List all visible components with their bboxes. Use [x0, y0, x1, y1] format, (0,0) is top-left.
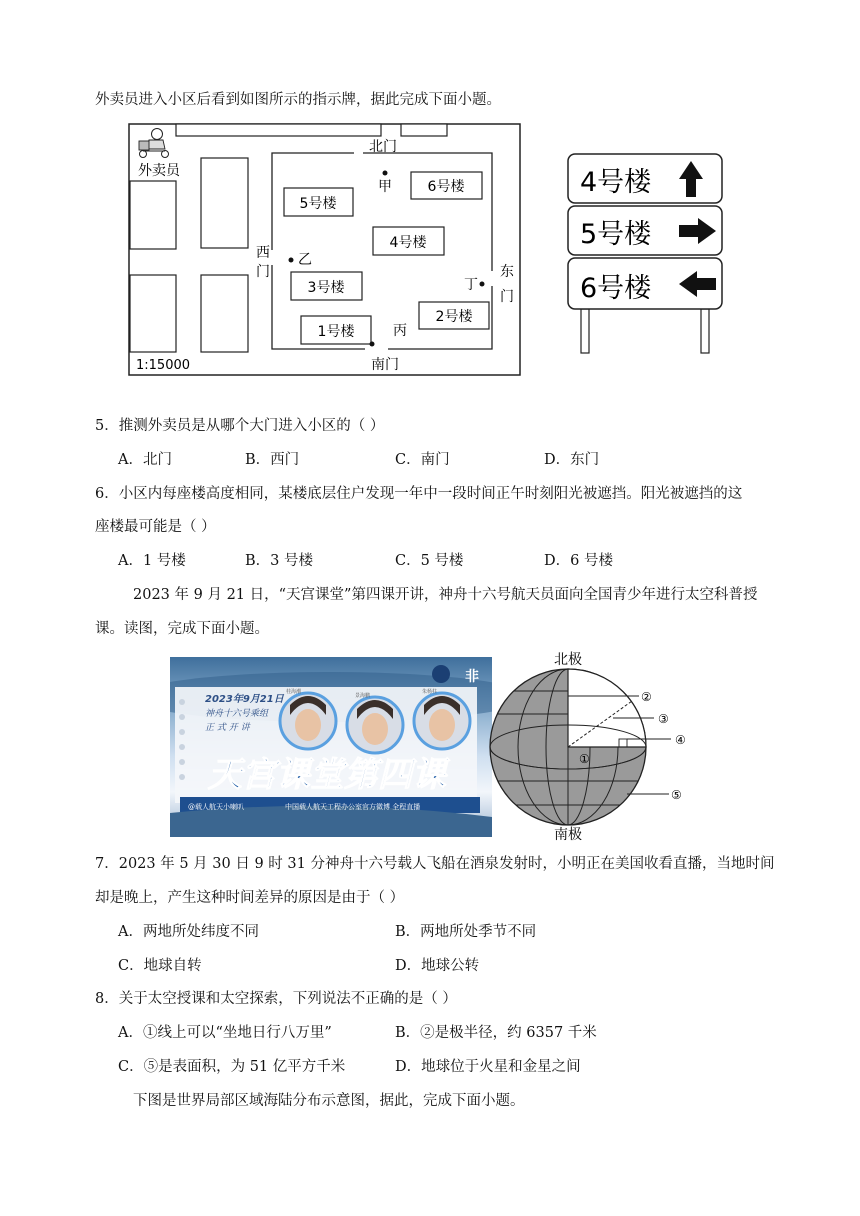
svg-text:非: 非 [465, 669, 479, 685]
east-gate-label-2: 门 [500, 289, 514, 305]
q7-stem-line1: 7．2023 年 5 月 30 日 9 时 31 分神舟十六号载人飞船在酒泉发射时，小明正在美国收看直播，当地时间 [95, 856, 775, 872]
tiangong-classroom-banner [170, 657, 492, 837]
astronaut-name-3: 朱杨柱 [422, 689, 438, 695]
intro2-line2: 课。读图，完成下面小题。 [95, 621, 269, 637]
q5-stem: 5．推测外卖员是从哪个大门进入小区的（ ） [95, 418, 385, 434]
banner-title: 天宫课堂第四课 [208, 755, 446, 795]
scale-label: 1:15000 [136, 358, 191, 373]
building-1-label: 1号楼 [317, 324, 355, 340]
q7-stem-line2: 却是晚上，产生这种时间差异的原因是由于（ ） [95, 890, 405, 906]
q7-option-d[interactable]: D．地球公转 [395, 958, 480, 974]
building-4-label: 4号楼 [389, 235, 427, 251]
q5-option-c[interactable]: C．南门 [395, 452, 450, 468]
q6-option-b[interactable]: B．3 号楼 [245, 553, 313, 569]
building-6-label: 6号楼 [427, 179, 465, 195]
q7-option-a[interactable]: A．两地所处纬度不同 [118, 924, 259, 940]
south-pole-label: 南极 [554, 827, 582, 841]
sign-label-4: 4号楼 [580, 167, 652, 198]
building-2-label: 2号楼 [435, 309, 473, 325]
point-jia-label: 甲 [378, 179, 392, 195]
q8-stem: 8．关于太空授课和太空探索，下列说法不正确的是（ ） [95, 991, 457, 1007]
globe-label-1: ① [579, 752, 590, 766]
west-gate-label-1: 西 [256, 245, 270, 261]
sign-label-5: 5号楼 [580, 219, 652, 250]
community-map [128, 123, 522, 377]
banner-footer-left: @载人航天小喇叭 [188, 803, 244, 811]
point-ding-label: 丁 [464, 277, 478, 293]
q8-option-b[interactable]: B．②是极半径，约 6357 千米 [395, 1025, 597, 1041]
globe-label-3: ③ [658, 712, 669, 726]
east-gate-label-1: 东 [500, 264, 514, 280]
south-gate-label: 南门 [371, 357, 399, 373]
q5-option-d[interactable]: D．东门 [544, 452, 600, 468]
q6-option-c[interactable]: C．5 号楼 [395, 553, 464, 569]
astronaut-name-2: 景海鹏 [355, 693, 371, 699]
q8-option-d[interactable]: D．地球位于火星和金星之间 [395, 1059, 581, 1075]
point-yi-label: 乙 [298, 252, 312, 268]
building-3-label: 3号楼 [307, 280, 345, 296]
banner-start: 正 式 开 讲 [205, 723, 250, 733]
courier-label: 外卖员 [138, 163, 180, 179]
intro-text: 外卖员进入小区后看到如图所示的指示牌，据此完成下面小题。 [95, 92, 501, 108]
point-jia [383, 171, 388, 176]
north-pole-label: 北极 [554, 652, 582, 668]
point-yi [289, 258, 294, 263]
q7-option-c[interactable]: C．地球自转 [118, 958, 202, 974]
direction-sign [564, 151, 726, 356]
globe-label-5: ⑤ [671, 788, 682, 802]
q7-option-b[interactable]: B．两地所处季节不同 [395, 924, 537, 940]
sign-label-6: 6号楼 [580, 273, 652, 304]
q8-option-a[interactable]: A．①线上可以“坐地日行八万里” [118, 1025, 332, 1041]
building-5-label: 5号楼 [299, 196, 337, 212]
point-bing-label: 丙 [393, 323, 407, 339]
q5-option-b[interactable]: B．西门 [245, 452, 300, 468]
point-ding [480, 282, 485, 287]
west-gate-label-2: 门 [256, 264, 270, 280]
q6-stem-line1: 6．小区内每座楼高度相同，某楼底层住户发现一年中一段时间正午时刻阳光被遮挡。阳光被遮挡的这 [95, 486, 743, 502]
q6-option-d[interactable]: D．6 号楼 [544, 553, 613, 569]
q8-option-c[interactable]: C．⑤是表面积，为 51 亿平方千米 [118, 1059, 346, 1075]
globe-label-2: ② [641, 690, 652, 704]
globe-diagram [489, 649, 694, 841]
q5-option-a[interactable]: A．北门 [118, 452, 172, 468]
north-gate-label: 北门 [369, 139, 397, 155]
intro3-text: 下图是世界局部区域海陆分布示意图，据此，完成下面小题。 [133, 1093, 525, 1109]
q6-stem-line2: 座楼最可能是（ ） [95, 519, 216, 535]
point-bing [370, 342, 375, 347]
astronaut-name-1: 桂海潮 [286, 689, 302, 695]
globe-label-4: ④ [675, 733, 686, 747]
banner-crew: 神舟十六号乘组 [205, 709, 269, 719]
banner-date: 2023年9月21日 [205, 694, 284, 705]
q6-option-a[interactable]: A．1 号楼 [118, 553, 186, 569]
banner-footer-right: 中国载人航天工程办公室官方微博 全程直播 [285, 803, 421, 811]
intro2-line1: 2023 年 9 月 21 日，“天宫课堂”第四课开讲，神舟十六号航天员面向全国青少年进行太空科普授 [133, 587, 758, 603]
